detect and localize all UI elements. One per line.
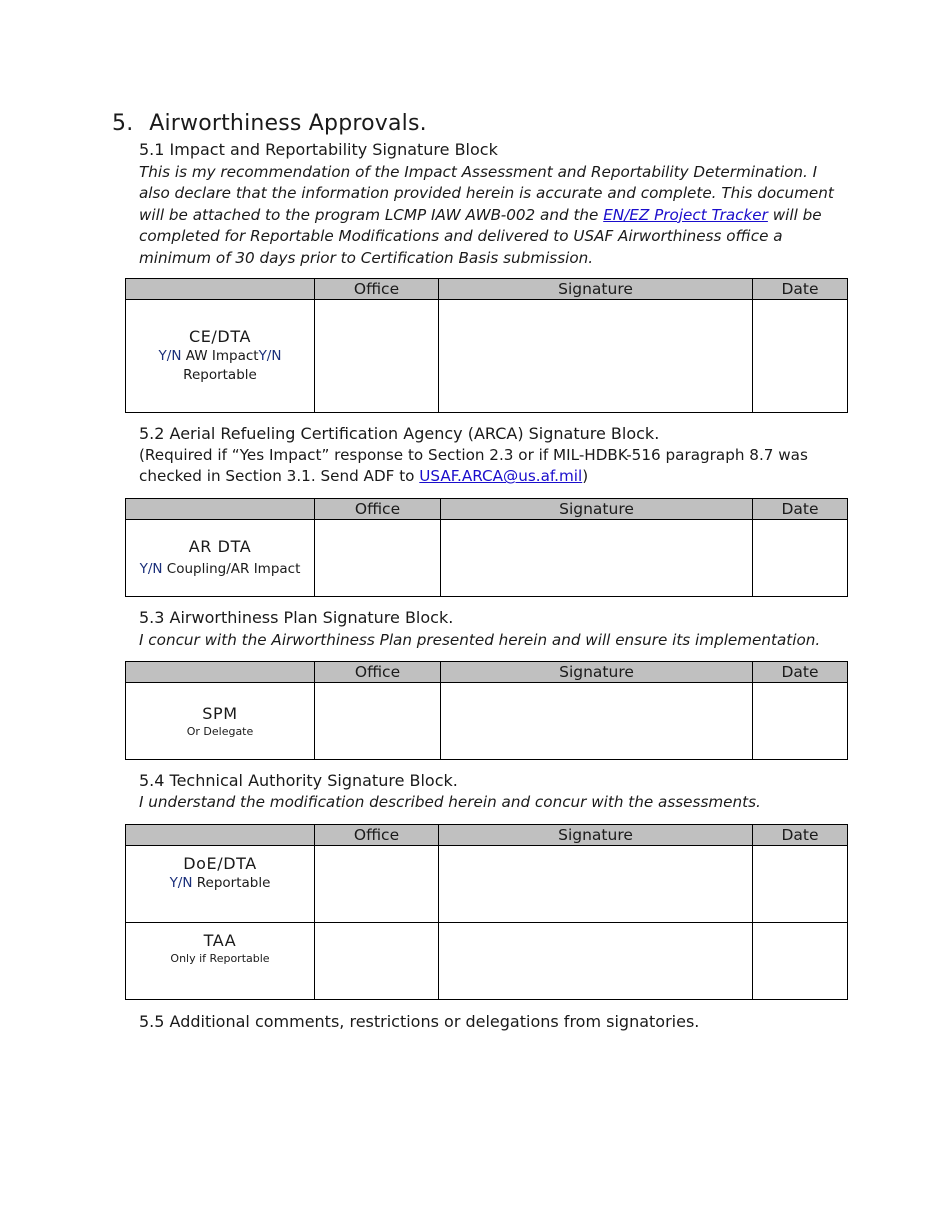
signature-field[interactable]	[439, 846, 753, 923]
header-signature: Signature	[439, 825, 753, 846]
header-blank	[126, 279, 315, 300]
subsection-5-5-heading: 5.5 Additional comments, restrictions or delegations from signatories.	[139, 1012, 700, 1031]
date-field[interactable]	[753, 520, 848, 597]
yn-selector[interactable]: Y/N	[158, 348, 182, 364]
role-cell-taa	[126, 923, 315, 1000]
header-date: Date	[753, 279, 848, 300]
option-label: Reportable	[192, 875, 271, 891]
role-name: CE/DTA	[188, 327, 252, 346]
section-number: 5.	[112, 111, 134, 136]
statement-text: will be	[767, 205, 822, 224]
subsection-5-1-statement	[139, 162, 834, 269]
statement-line	[139, 466, 808, 487]
statement-line: also declare that the information provided herein is accurate and complete. This document	[139, 184, 834, 203]
statement-line: I understand the modification described herein and concur with the assessments.	[139, 793, 761, 811]
statement-text: checked in Section 3.1. Send ADF to	[139, 467, 420, 486]
statement-line: minimum of 30 days prior to Certification Basis submission.	[139, 248, 594, 267]
role-name: TAA	[203, 931, 237, 950]
office-field[interactable]	[315, 300, 439, 413]
header-date: Date	[753, 662, 848, 683]
en-ez-project-tracker-link[interactable]: EN/EZ Project Tracker	[603, 205, 768, 224]
subsection-5-3-heading: 5.3 Airworthiness Plan Signature Block.	[139, 608, 454, 627]
yn-selector[interactable]: Y/N	[139, 561, 163, 577]
role-name: AR DTA	[188, 537, 252, 556]
header-date: Date	[753, 825, 848, 846]
signature-field[interactable]	[441, 520, 753, 597]
header-date: Date	[753, 499, 848, 520]
signature-table-5-1	[125, 278, 848, 413]
statement-line: completed for Reportable Modifications and delivered to USAF Airworthiness office a	[139, 227, 783, 246]
section-title: Airworthiness Approvals.	[149, 111, 427, 136]
header-blank	[126, 825, 315, 846]
role-cell-ce-dta	[126, 300, 315, 413]
role-cell-ar-dta	[126, 520, 315, 597]
header-blank	[126, 662, 315, 683]
header-office: Office	[315, 825, 439, 846]
statement-line: I concur with the Airworthiness Plan presented herein and will ensure its implementation.	[139, 631, 821, 649]
signature-table-5-3	[125, 661, 848, 760]
header-signature: Signature	[441, 662, 753, 683]
role-cell-spm	[126, 683, 315, 760]
date-field[interactable]	[753, 846, 848, 923]
role-note: Or Delegate	[186, 724, 254, 738]
role-options	[126, 560, 314, 579]
statement-text: )	[582, 467, 589, 486]
subsection-5-4-statement	[139, 792, 761, 813]
yn-selector[interactable]: Y/N	[169, 875, 193, 891]
subsection-5-4-heading: 5.4 Technical Authority Signature Block.	[139, 771, 458, 790]
role-options	[126, 347, 314, 366]
header-office: Office	[315, 499, 441, 520]
statement-line	[139, 205, 834, 226]
office-field[interactable]	[315, 846, 439, 923]
signature-field[interactable]	[441, 683, 753, 760]
date-field[interactable]	[753, 300, 848, 413]
office-field[interactable]	[315, 683, 441, 760]
statement-text: will be attached to the program LCMP IAW AWB-002 and the	[139, 205, 604, 224]
office-field[interactable]	[315, 520, 441, 597]
section-heading	[112, 111, 427, 136]
subsection-5-1-heading: 5.1 Impact and Reportability Signature Block	[139, 140, 498, 159]
header-office: Office	[315, 662, 441, 683]
option-label: AW Impact	[181, 348, 259, 364]
role-cell-doe-dta	[126, 846, 315, 923]
header-blank	[126, 499, 315, 520]
yn-selector[interactable]: Y/N	[258, 348, 282, 364]
header-signature: Signature	[441, 499, 753, 520]
date-field[interactable]	[753, 683, 848, 760]
signature-field[interactable]	[439, 300, 753, 413]
signature-field[interactable]	[439, 923, 753, 1000]
role-name: SPM	[202, 703, 238, 723]
subsection-5-3-statement	[139, 630, 820, 651]
option-label: Reportable	[183, 367, 257, 383]
signature-table-5-4	[125, 824, 848, 1000]
role-name: DoE/DTA	[183, 854, 257, 873]
role-options	[126, 874, 314, 893]
statement-line: This is my recommendation of the Impact Assessment and Reportability Determination. I	[139, 163, 818, 181]
statement-line: (Required if “Yes Impact” response to Section 2.3 or if MIL-HDBK-516 paragraph 8.7 was	[139, 446, 808, 464]
office-field[interactable]	[315, 923, 439, 1000]
subsection-5-2-heading: 5.2 Aerial Refueling Certification Agency (ARCA) Signature Block.	[139, 424, 660, 443]
signature-table-5-2	[125, 498, 848, 597]
option-label: Coupling/AR Impact	[162, 561, 301, 577]
subsection-5-2-statement	[139, 445, 808, 488]
role-note: Only if Reportable	[170, 952, 270, 965]
header-office: Office	[315, 279, 439, 300]
arca-email-link[interactable]: USAF.ARCA@us.af.mil	[419, 467, 583, 486]
date-field[interactable]	[753, 923, 848, 1000]
header-signature: Signature	[439, 279, 753, 300]
